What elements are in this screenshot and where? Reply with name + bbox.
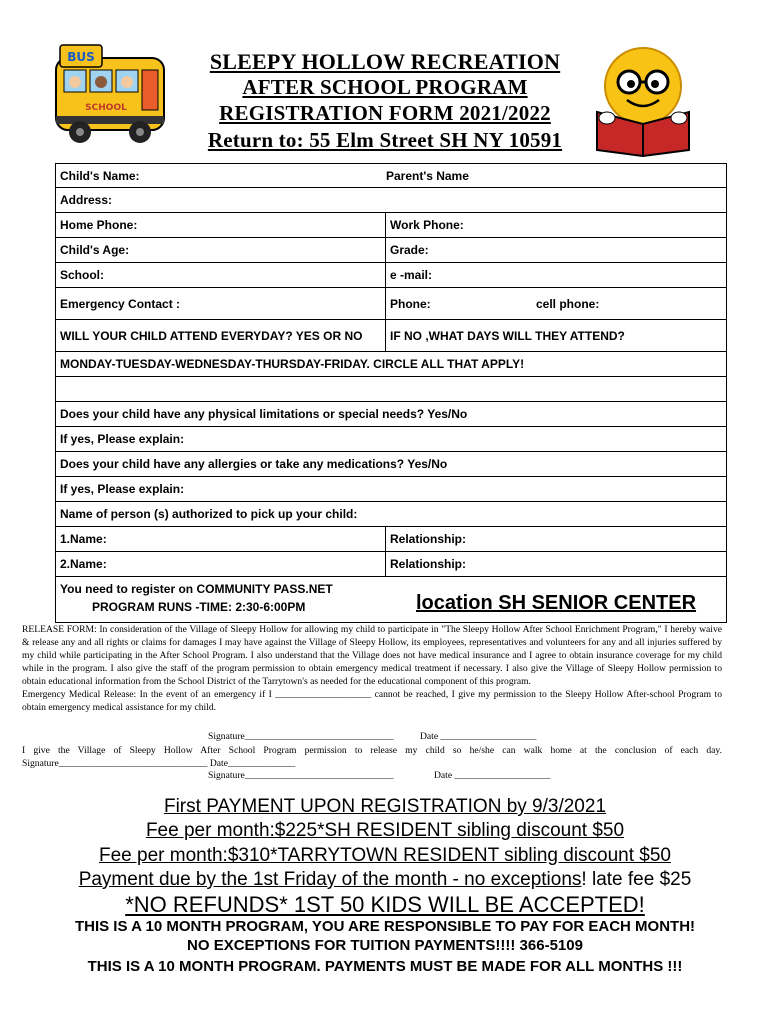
no-exceptions-notice: NO EXCEPTIONS FOR TUITION PAYMENTS!!!! 366-5109 — [187, 937, 583, 954]
allergies-question[interactable]: Does your child have any allergies or take any medications? Yes/No — [60, 457, 448, 471]
school-field[interactable]: School: — [56, 263, 386, 287]
payment-due-text: Payment due by the 1st Friday of the month - no exceptions — [78, 869, 582, 890]
blank-line[interactable] — [56, 377, 726, 401]
grade-field[interactable]: Grade: — [390, 243, 429, 257]
parents-name-field[interactable]: Parent's Name — [386, 168, 469, 183]
cell-phone-field[interactable]: cell phone: — [536, 296, 600, 311]
what-days-question[interactable]: IF NO ,WHAT DAYS WILL THEY ATTEND? — [390, 328, 625, 343]
payment-due-note — [0, 869, 770, 891]
no-refunds-notice: *NO REFUNDS* 1ST 50 KIDS WILL BE ACCEPTED! — [125, 892, 645, 917]
program-time: PROGRAM RUNS -TIME: 2:30-6:00PM — [92, 600, 306, 614]
emergency-contact-field[interactable]: Emergency Contact : — [56, 288, 386, 319]
return-address: Return to: 55 Elm Street SH NY 10591 — [207, 128, 563, 152]
email-field[interactable]: e -mail: — [390, 268, 433, 282]
tarrytown-resident-fee: Fee per month:$310*TARRYTOWN RESIDENT sibling discount $50 — [98, 845, 671, 866]
limitations-explain-field[interactable]: If yes, Please explain: — [60, 432, 185, 446]
walk-home-release — [22, 744, 722, 770]
registration-form — [55, 163, 727, 601]
pickup-name-2-field[interactable]: 2.Name: — [56, 552, 386, 576]
sh-resident-fee: Fee per month:$225*SH RESIDENT sibling discount $50 — [145, 820, 625, 841]
date-line-1[interactable]: Date ____________________ — [420, 731, 537, 742]
home-phone-field[interactable]: Home Phone: — [56, 213, 386, 237]
program-info-row — [55, 590, 727, 623]
signature-line-1[interactable]: Signature_______________________________ — [208, 731, 394, 742]
walk-home-paragraph: I give the Village of Sleepy Hollow After School Program permission to release my child so he/she can walk home at the conclusion of each day. Signature_______________________________ Date______________ — [22, 745, 722, 769]
ten-month-notice: THIS IS A 10 MONTH PROGRAM, YOU ARE RESPONSIBLE TO PAY FOR EACH MONTH! — [74, 918, 696, 935]
medical-release-paragraph: Emergency Medical Release: In the event of an emergency if I ____________________ cannot be reached, I give my permission to the Sleepy Hollow After-school Program to obtain emergency medical assistance for my child. — [22, 689, 722, 713]
form-title: REGISTRATION FORM 2021/2022 — [219, 101, 551, 125]
days-circle-instruction[interactable]: MONDAY-TUESDAY-WEDNESDAY-THURSDAY-FRIDAY. CIRCLE ALL THAT APPLY! — [60, 357, 525, 371]
program-name-title: AFTER SCHOOL PROGRAM — [242, 75, 528, 99]
bus-sign-text: BUS — [67, 50, 95, 64]
pickup-name-1-field[interactable]: 1.Name: — [56, 527, 386, 551]
community-pass-note: You need to register on COMMUNITY PASS.NET — [60, 582, 333, 596]
release-form-text — [22, 623, 722, 714]
signature-line-2[interactable]: Signature_______________________________ — [208, 770, 394, 781]
work-phone-field[interactable]: Work Phone: — [390, 218, 464, 232]
first-payment-note: First PAYMENT UPON REGISTRATION by 9/3/2021 — [163, 796, 607, 817]
attend-everyday-question[interactable]: WILL YOUR CHILD ATTEND EVERYDAY? YES OR NO — [56, 320, 386, 351]
program-location: location SH SENIOR CENTER — [416, 592, 697, 614]
pickup-relationship-2-field[interactable]: Relationship: — [390, 557, 467, 571]
date-line-2[interactable]: Date ____________________ — [434, 770, 551, 781]
release-paragraph: RELEASE FORM: In consideration of the Village of Sleepy Hollow for allowing my child to participate in "The Sleepy Hollow After School Enrichment Program," I hereby waive & release any and all rights or claims for damages I may have against the Village of Sleepy Hollow, its employees, representatives and volunteers for any and all injuries suffered by my child while participating in the After School Program. I also understand that the Village does not have medical insurance and I agree to obtain insurance coverage for my child while in the program. I also give the staff of the program permission to obtain emergency medical treatment if necessary. I also give the Village of Sleepy Hollow permission to obtain educational information from the School District of the Tarrytown's as needed for the educational component of this program. — [22, 624, 722, 687]
physical-limitations-question[interactable]: Does your child have any physical limitations or special needs? Yes/No — [60, 407, 468, 421]
address-field[interactable]: Address: — [60, 193, 113, 207]
childs-name-field[interactable]: Child's Name: — [60, 168, 140, 183]
phone-field[interactable]: Phone: — [390, 296, 431, 311]
allergies-explain-field[interactable]: If yes, Please explain: — [60, 482, 185, 496]
bus-side-text: SCHOOL — [85, 103, 127, 113]
childs-age-field[interactable]: Child's Age: — [56, 238, 386, 262]
all-months-notice: THIS IS A 10 MONTH PROGRAM. PAYMENTS MUST BE MADE FOR ALL MONTHS !!! — [87, 958, 683, 975]
late-fee-text: ! late fee $25 — [581, 869, 692, 890]
authorized-pickup-heading: Name of person (s) authorized to pick up your child: — [60, 507, 358, 521]
emergency-phone-row — [386, 288, 726, 319]
program-org-title: SLEEPY HOLLOW RECREATION — [209, 49, 561, 74]
pickup-relationship-1-field[interactable]: Relationship: — [390, 532, 467, 546]
